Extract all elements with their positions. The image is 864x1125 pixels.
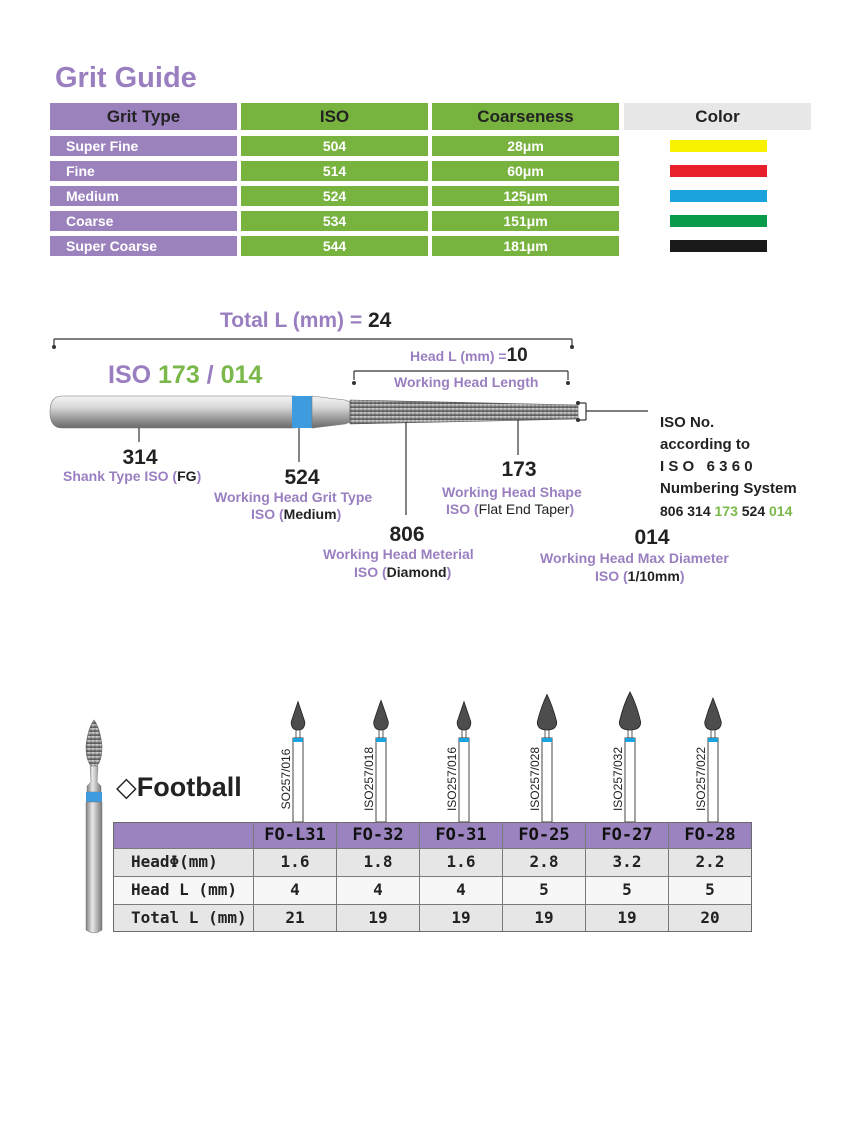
grit-type-cell: Super Fine [50,136,237,156]
diameter-iso-label: ISO (1/10mm) [595,568,685,584]
grit-type-cell: Super Coarse [50,236,237,256]
football-row-divider [113,876,752,877]
football-value-cell: 5 [586,876,669,904]
football-value-cell: 19 [586,904,669,932]
grit-header-color: Color [624,103,811,130]
grit-iso-cell: 514 [241,161,428,181]
grit-iso-cell: 504 [241,136,428,156]
football-row-divider [113,904,752,905]
grit-label: Working Head Grit Type [214,489,373,505]
grit-number: 524 [284,466,320,489]
grit-coarseness-cell: 151μm [432,211,619,231]
football-model-header: FO-28 [669,822,752,848]
football-value-cell: 20 [669,904,752,932]
total-length-label: Total L (mm) = 24 [220,309,392,332]
football-model-header: FO-27 [586,822,669,848]
football-iso-code: ISO257/016 [445,746,459,812]
football-mini-burs [291,692,721,822]
football-value-cell: 21 [254,904,337,932]
grit-header-type: Grit Type [50,103,237,130]
football-header-blank [113,822,254,848]
football-value-cell: 2.8 [503,848,586,876]
football-title: ◇Football [116,772,242,802]
grit-guide-title: Grit Guide [55,62,197,94]
shank-number: 314 [122,446,158,469]
football-value-cell: 19 [420,904,503,932]
football-value-cell: 19 [503,904,586,932]
football-value-cell: 5 [669,876,752,904]
football-value-cell: 1.6 [420,848,503,876]
football-value-cell: 2.2 [669,848,752,876]
football-row-label: Total L (mm) [113,904,254,932]
shape-iso-label: ISO (Flat End Taper) [446,501,575,517]
grit-iso-cell: 524 [241,186,428,206]
football-row-label: HeadΦ(mm) [113,848,254,876]
football-value-cell: 4 [254,876,337,904]
grit-type-cell: Coarse [50,211,237,231]
material-iso-label: ISO (Diamond) [354,564,452,580]
football-value-cell: 3.2 [586,848,669,876]
iso-numbering-note: ISO No. according to I S O 6 3 6 0 Numbering System 806 314 173 524 014 [660,414,797,519]
working-head-length-label: Working Head Length [394,374,539,390]
football-value-cell: 1.8 [337,848,420,876]
football-bur-vertical [86,720,102,933]
shank-label: Shank Type ISO (FG) [63,468,202,484]
iso-heading: ISO 173 / 014 [108,361,263,389]
grit-coarseness-cell: 181μm [432,236,619,256]
bur-illustration [50,396,578,428]
grit-iso-label: ISO (Medium) [251,506,342,522]
football-value-cell: 4 [337,876,420,904]
shape-label: Working Head Shape [442,484,582,500]
grit-iso-cell: 544 [241,236,428,256]
football-iso-code: SO257/016 [279,748,293,810]
football-iso-code: ISO257/032 [611,746,625,812]
football-value-cell: 19 [337,904,420,932]
shape-number: 173 [501,458,537,481]
football-model-header: FO-25 [503,822,586,848]
football-iso-code: ISO257/018 [362,746,376,812]
football-model-header: FO-32 [337,822,420,848]
diameter-label: Working Head Max Diameter [540,550,729,566]
grit-type-cell: Fine [50,161,237,181]
mini-bur [291,702,305,822]
grit-header-iso: ISO [241,103,428,130]
grit-iso-cell: 534 [241,211,428,231]
grit-header-coarseness: Coarseness [432,103,619,130]
grit-type-cell: Medium [50,186,237,206]
football-value-cell: 5 [503,876,586,904]
football-model-header: FO-L31 [254,822,337,848]
grit-coarseness-cell: 60μm [432,161,619,181]
mini-bur [457,702,471,822]
head-length-label: Head L (mm) =10 [410,345,528,366]
grit-coarseness-cell: 28μm [432,136,619,156]
football-value-cell: 4 [420,876,503,904]
football-value-cell: 1.6 [254,848,337,876]
material-label: Working Head Meterial [323,546,474,562]
football-row-label: Head L (mm) [113,876,254,904]
material-number: 806 [389,523,425,546]
grit-coarseness-cell: 125μm [432,186,619,206]
football-iso-code: ISO257/028 [528,746,542,812]
football-model-header: FO-31 [420,822,503,848]
football-row-divider [113,848,752,849]
diameter-number: 014 [634,526,670,549]
football-iso-code: ISO257/022 [694,746,708,812]
